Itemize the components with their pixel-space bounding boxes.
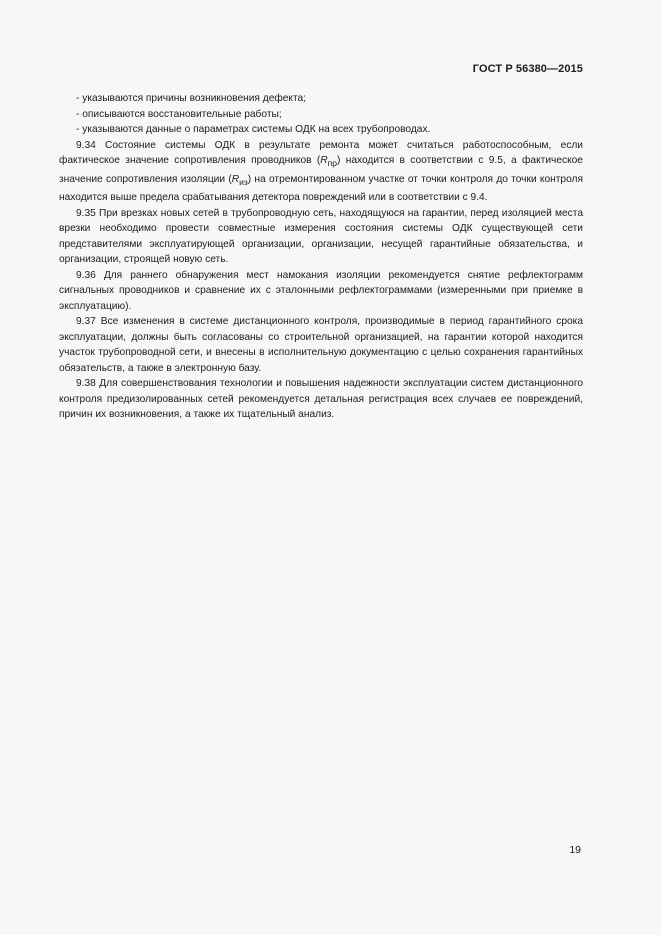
document-body [59,91,583,423]
list-item: - указываются данные о параметрах системы ОДК на всех трубопроводах. [76,124,431,135]
resistance-symbol: R [231,173,240,185]
resistance-subscript: из [239,176,248,187]
list-item: - указываются причины возникновения дефекта; [76,93,307,104]
list-item: - описываются восстановительные работы; [76,108,282,120]
paragraph-9-35: 9.35 При врезках новых сетей в трубопроводную сеть, находящуюся на гарантии, перед изоляцией места врезки необходимо провести совместные измерения состояния системы ОДК существующей сети представителями эксплуатирующей организации, организации, несущей гарантийные обязательства, и организации, строящей новую сеть. [59,207,583,266]
paragraph-9-36: 9.36 Для раннего обнаружения мест намокания изоляции рекомендуется снятие рефлектограмм сигнальных проводников и сравнение их с эталонными рефлектограммами (измеренными при приемке в эксплуатацию). [59,269,583,312]
document-id: ГОСТ Р 56380—2015 [472,63,583,75]
resistance-symbol: R [320,155,328,166]
resistance-subscript: пр [327,158,337,169]
paragraph-9-34 [59,138,583,206]
paragraph-9-34-part-b: ) находится в соответствии с 9.5, а фактическое значение сопротивления изоляции ( [59,155,583,185]
paragraph-9-34-part-c: ) на отремонтированном участке от точки контроля до точки контроля находится выше предела срабатывания детектора повреждений или в соответствии с 9.4. [59,173,584,204]
page-number: 19 [569,844,581,856]
paragraph-9-34-part-a: 9.34 Состояние системы ОДК в результате ремонта может считаться работоспособным, если фактическое значение сопротивления проводников ( [59,139,583,166]
paragraph-9-37: 9.37 Все изменения в системе дистанционного контроля, производимые в период гарантийного срока эксплуатации, должны быть согласованы со строительной организацией, на гарантии которой находится участок трубопроводной сети, и внесены в исполнительную документацию с целью сохранения гарантийных обязательств, а также в электронную базу. [59,316,583,374]
paragraph-9-38: 9.38 Для совершенствования технологии и повышения надежности эксплуатации систем дистанционного контроля предизолированных сетей рекомендуется детальная регистрация всех случаев ее повреждений, причин их возникновения, а также их тщательный анализ. [59,378,583,421]
